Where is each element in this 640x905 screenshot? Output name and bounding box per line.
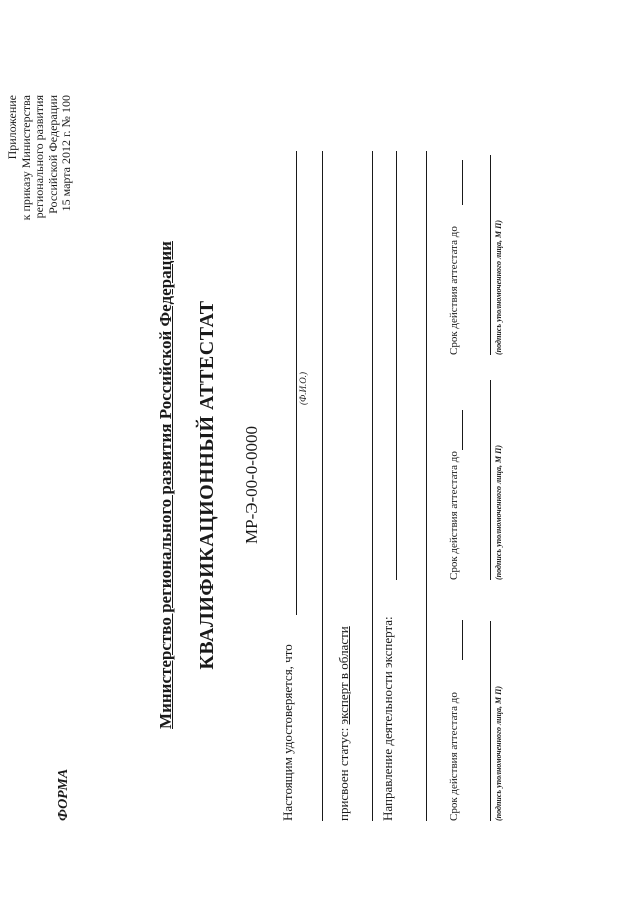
certificate-number: МР-Э-00-0-0000 bbox=[242, 426, 261, 544]
direction-continuation-line bbox=[426, 151, 427, 821]
fio-caption: (Ф.И.О.) bbox=[298, 372, 308, 405]
status-continuation-line bbox=[372, 151, 373, 821]
direction-line bbox=[396, 151, 397, 580]
form-label: ФОРМА bbox=[56, 768, 71, 821]
status-label bbox=[336, 626, 352, 821]
validity-label: Срок действия аттестата до bbox=[448, 226, 460, 355]
signature-line bbox=[490, 380, 491, 580]
direction-label: Направление деятельности эксперта: bbox=[380, 616, 395, 821]
appendix-line: Российской Федерации bbox=[45, 95, 60, 214]
signature-line bbox=[490, 155, 491, 355]
status-prefix: присвоен статус: bbox=[336, 727, 351, 821]
appendix-line: 15 марта 2012 г. № 100 bbox=[59, 95, 74, 212]
validity-date-line bbox=[462, 160, 463, 205]
signature-caption: (подпись уполномоченного лица, М П) bbox=[494, 220, 503, 355]
certificate-title: КВАЛИФИКАЦИОННЫЙ АТТЕСТАТ bbox=[196, 300, 218, 670]
fio-line bbox=[296, 151, 297, 615]
certifies-label: Настоящим удостоверяется, что bbox=[280, 644, 295, 821]
appendix-note bbox=[6, 95, 74, 283]
validity-label: Срок действия аттестата до bbox=[448, 451, 460, 580]
signature-line bbox=[490, 621, 491, 821]
validity-label: Срок действия аттестата до bbox=[448, 692, 460, 821]
validity-date-line bbox=[462, 620, 463, 660]
signature-caption: (подпись уполномоченного лица, М П) bbox=[494, 445, 503, 580]
status-value: эксперт в области bbox=[336, 626, 351, 725]
appendix-line: к приказу Министерства bbox=[18, 95, 33, 221]
signature-caption: (подпись уполномоченного лица, М П) bbox=[494, 686, 503, 821]
validity-date-line bbox=[462, 410, 463, 450]
fio-continuation-line bbox=[322, 151, 323, 821]
appendix-line: Приложение bbox=[5, 95, 19, 160]
appendix-line: регионального развития bbox=[32, 95, 47, 219]
ministry-title: Министерство регионального развития Российской Федерации bbox=[156, 241, 175, 729]
